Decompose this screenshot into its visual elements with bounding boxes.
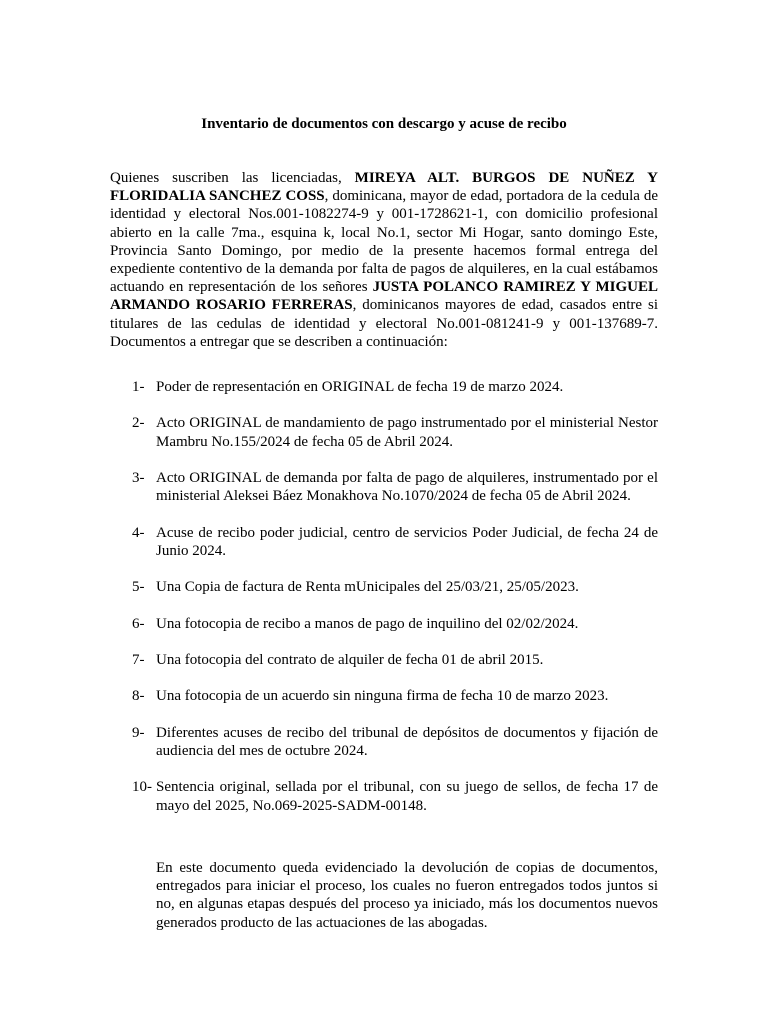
intro-text-3: , dominicanos mayores de edad, casados entre si titulares de las cedulas de identidad y electoral No.001-081241-9 y 001-137689-7. Documentos a entregar que se describen a continuación: <box>110 297 658 350</box>
list-item <box>110 469 658 505</box>
list-item-text: Una fotocopia del contrato de alquiler de fecha 01 de abril 2015. <box>156 651 544 668</box>
list-item-text: Una fotocopia de recibo a manos de pago de inquilino del 02/02/2024. <box>156 615 579 632</box>
list-item-text: Diferentes acuses de recibo del tribunal de depósitos de documentos y fijación de audiencia del mes de octubre 2024. <box>156 724 658 759</box>
document-list <box>110 378 658 833</box>
list-item-text: Sentencia original, sellada por el tribunal, con su juego de sellos, de fecha 17 de mayo del 2025, No.069-2025-SADM-00148. <box>156 779 658 814</box>
intro-paragraph <box>110 169 658 351</box>
list-item-number: 9- <box>132 724 145 741</box>
list-item-number: 1- <box>132 379 145 395</box>
list-item-text: Acto ORIGINAL de demanda por falta de pago de alquileres, instrumentado por el ministerial Aleksei Báez Monakhova No.1070/2024 de fecha 05 de Abril 2024. <box>156 469 658 505</box>
list-item-number: 7- <box>132 651 145 668</box>
intro-text-1: Quienes suscriben las licenciadas, <box>110 170 355 186</box>
closing-paragraph: En este documento queda evidenciado la devolución de copias de documentos, entregados para iniciar el proceso, los cuales no fueron entregados todos juntos si no, en algunas etapas después del proceso ya iniciado, más los documentos nuevos generados producto de las actuaciones de las abogadas. <box>156 860 658 931</box>
list-item <box>110 724 658 760</box>
document-title: Inventario de documentos con descargo y acuse de recibo <box>201 116 567 132</box>
list-item <box>110 524 658 560</box>
intro-bold-names-1: MIREYA ALT. BURGOS DE NUÑEZ Y FLORIDALIA SANCHEZ COSS <box>110 170 658 205</box>
list-item-number: 4- <box>132 524 145 541</box>
list-item-text: Acto ORIGINAL de mandamiento de pago instrumentado por el ministerial Nestor Mambru No.155/2024 de fecha 05 de Abril 2024. <box>156 415 658 450</box>
list-item-number: 8- <box>132 688 145 705</box>
list-item <box>110 378 658 396</box>
list-item <box>110 687 658 705</box>
list-item-text: Acuse de recibo poder judicial, centro de servicios Poder Judicial, de fecha 24 de Junio 2024. <box>156 524 658 559</box>
list-item-number: 2- <box>132 415 145 432</box>
list-item <box>110 778 658 814</box>
list-item-text: Poder de representación en ORIGINAL de fecha 19 de marzo 2024. <box>156 379 564 395</box>
list-item-text: Una fotocopia de un acuerdo sin ninguna firma de fecha 10 de marzo 2023. <box>156 688 609 705</box>
intro-text-2: , dominicana, mayor de edad, portadora de la cedula de identidad y electoral Nos.001-1082274-9 y 001-1728621-1, con domicilio profesional abierto en la calle 7ma., esquina k, local No.1, sector Mi Hogar, santo domingo Este, Provincia Santo Domingo, por medio de la presente hacemos formal entrega del expediente contentivo de la demanda por falta de pagos de alquileres, en la cual estábamos actuando en representación de los señores <box>110 188 659 296</box>
list-item-number: 6- <box>132 615 145 632</box>
list-item-number: 5- <box>132 579 145 596</box>
list-item-number: 3- <box>132 469 145 486</box>
intro-bold-names-2: JUSTA POLANCO RAMIREZ Y MIGUEL ARMANDO ROSARIO FERRERAS <box>110 279 658 314</box>
list-item <box>110 578 658 596</box>
list-item <box>110 414 658 450</box>
list-item-number: 10- <box>132 779 152 796</box>
list-item <box>110 615 658 633</box>
list-item <box>110 651 658 669</box>
list-item-text: Una Copia de factura de Renta mUnicipales del 25/03/21, 25/05/2023. <box>156 579 579 596</box>
